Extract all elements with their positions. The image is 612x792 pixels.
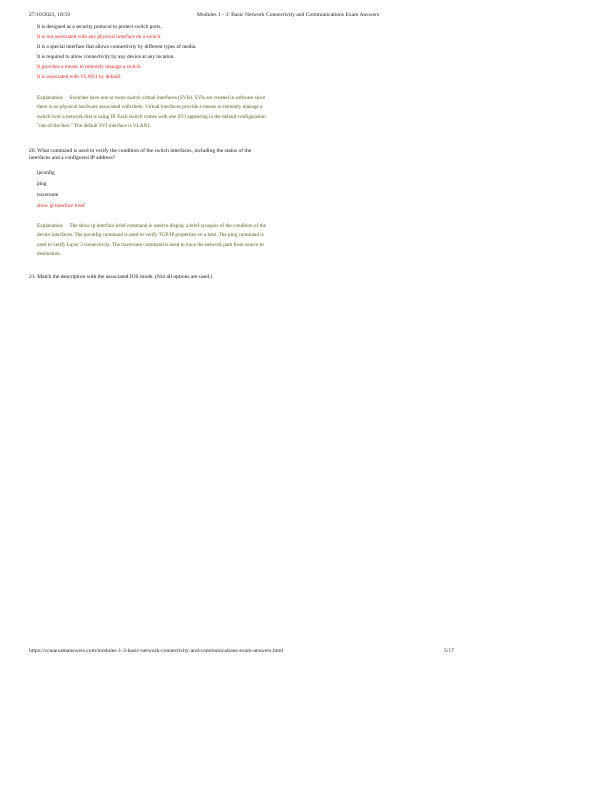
print-datetime: 27/10/2023, 18:59: [29, 12, 71, 18]
explanation-label: Explanation:: [37, 223, 64, 229]
explanation-label: Explanation:: [37, 95, 64, 101]
q19-explanation-line-1: Explanation: Switches have one or more switch virtual interfaces (SVIs). SVIs are created in software since: [37, 95, 266, 101]
q20-explanation-line-1: Explanation: The show ip interface brief command is used to display a brief synopsis of the condition of the: [37, 223, 266, 229]
q19-explanation: [37, 94, 266, 132]
q19-explanation-line-3: switch over a network that is using IP. Each switch comes with one SVI appearing in the default configuration: [37, 113, 266, 120]
q19-explanation-line-4: "out-of-the-box." The default SVI interface is VLAN1.: [37, 123, 152, 130]
q20-option-1: ipconfig: [37, 170, 55, 176]
q20-explanation-line-2: device interfaces. The ipconfig command is used to verify TCP/IP properties on a host. The ping command is: [37, 232, 264, 239]
q20-explanation-line-3: used to verify Layer 3 connectivity. The traceroute command is used to trace the network path from source to: [37, 241, 264, 248]
q20-explanation: [37, 222, 266, 260]
q20-question: [29, 148, 251, 162]
q19-option-4: It is required to allow connectivity by any device at any location.: [37, 54, 175, 60]
q20-option-4: show ip interface brief: [37, 203, 85, 209]
page-number: 5/17: [444, 648, 454, 654]
q19-option-1: It is designed as a security protocol to protect switch ports.: [37, 24, 162, 30]
q21-question: 21. Match the description with the associated IOS mode. (Not all options are used.): [29, 274, 213, 280]
q19-option-6: It is associated with VLAN1 by default.: [37, 74, 122, 80]
q20-explanation-line-4: destination.: [37, 251, 62, 258]
q19-option-2: It is not associated with any physical interface on a switch.: [37, 34, 162, 40]
q20-option-3: traceroute: [37, 192, 59, 198]
q20-option-2: ping: [37, 181, 47, 187]
page-title: Modules 1 - 3: Basic Network Connectivity and Communications Exam Answers: [197, 12, 380, 18]
q19-option-5: It provides a means to remotely manage a switch.: [37, 64, 142, 70]
q20-question-line-2: interfaces and a configured IP address?: [29, 155, 116, 162]
page-url: https://ccnaexamanswers.com/modules-1-3-basic-network-connectivity-and-communications-exam-answers.html: [29, 648, 284, 654]
q19-option-3: It is a special interface that allows connectivity by different types of media.: [37, 44, 197, 50]
q19-explanation-line-2: there is no physical hardware associated with them. Virtual interfaces provide a means to remotely manage a: [37, 104, 263, 111]
q20-question-line-1: 20. What command is used to verify the condition of the switch interfaces, including the status of the: [29, 148, 252, 154]
